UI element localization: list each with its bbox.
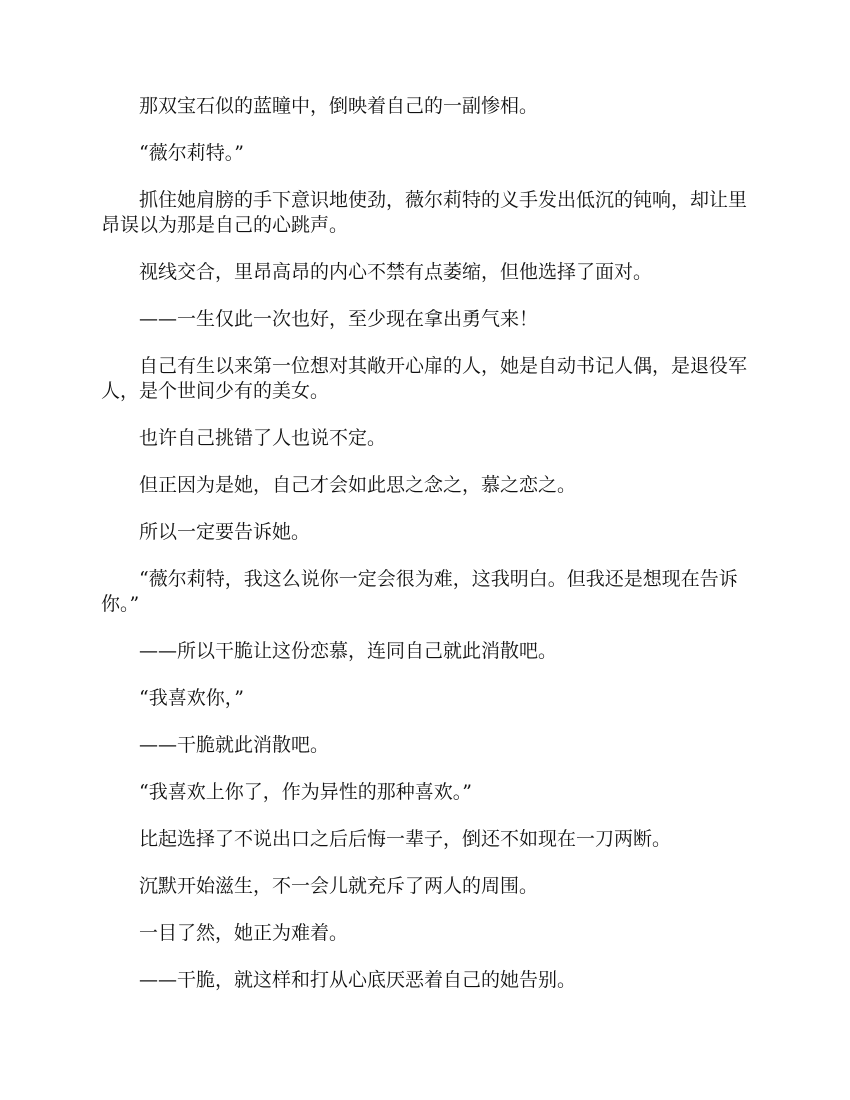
- paragraph: ——所以干脆让这份恋慕，连同自己就此消散吧。: [139, 640, 558, 662]
- paragraph: 视线交合，里昂高昂的内心不禁有点萎缩，但他选择了面对。: [139, 261, 653, 283]
- paragraph: 抓住她肩膀的手下意识地使劲，薇尔莉特的义手发出低沉的钝响，却让里昂误以为那是自己的心跳声。: [101, 189, 748, 236]
- paragraph: 比起选择了不说出口之后后悔一辈子，倒还不如现在一刀两断。: [139, 828, 672, 850]
- paragraph: 自己有生以来第一位想对其敞开心扉的人，她是自动书记人偶，是退役军人，是个世间少有的美女。: [101, 355, 748, 402]
- paragraph: 但正因为是她，自己才会如此思之念之，慕之恋之。: [139, 474, 577, 496]
- paragraph: “薇尔莉特，我这么说你一定会很为难，这我明白。但我还是想现在告诉你。”: [101, 568, 738, 615]
- paragraph: “我喜欢上你了，作为异性的那种喜欢。”: [139, 781, 472, 803]
- paragraph: ——一生仅此一次也好，至少现在拿出勇气来！: [139, 308, 539, 330]
- paragraph: 一目了然，她正为难着。: [139, 922, 349, 944]
- paragraph: “薇尔莉特。”: [139, 142, 244, 164]
- paragraph: 那双宝石似的蓝瞳中，倒映着自己的一副惨相。: [139, 95, 539, 117]
- paragraph: 所以一定要告诉她。: [139, 521, 311, 543]
- paragraph: ——干脆就此消散吧。: [139, 734, 330, 756]
- paragraph: “我喜欢你，”: [139, 687, 244, 709]
- paragraph: ——干脆，就这样和打从心底厌恶着自己的她告别。: [139, 969, 577, 991]
- paragraph: 也许自己挑错了人也说不定。: [139, 427, 387, 449]
- paragraph: 沉默开始滋生，不一会儿就充斥了两人的周围。: [139, 875, 539, 897]
- body-text: [101, 94, 749, 1015]
